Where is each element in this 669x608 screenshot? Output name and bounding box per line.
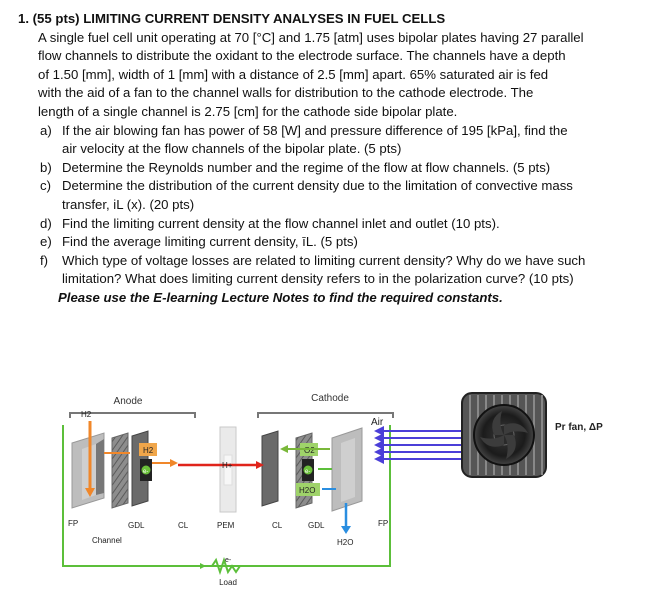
question-d bbox=[38, 215, 658, 234]
electron-load-label: e- bbox=[225, 557, 232, 564]
question-list bbox=[18, 122, 658, 289]
question-c bbox=[38, 177, 658, 214]
question-label: d) bbox=[40, 215, 52, 231]
o2-label: O2 bbox=[304, 446, 315, 455]
cathode-flow-plate bbox=[332, 428, 362, 511]
question-label: b) bbox=[40, 159, 52, 175]
h2o-out-label: H2O bbox=[337, 538, 354, 547]
question-a bbox=[38, 122, 658, 159]
question-b bbox=[38, 159, 658, 178]
h-plus-label: H+ bbox=[222, 461, 233, 470]
question-text: Determine the Reynolds number and the regime of the flow at flow channels. (5 pts) bbox=[62, 159, 551, 175]
fan-icon bbox=[462, 393, 546, 477]
question-text: Which type of voltage losses are related to limiting current density? Why do we have such bbox=[62, 252, 586, 268]
question-text: Find the average limiting current density, īL. (5 pts) bbox=[62, 234, 358, 250]
h2o-inner-label: H2O bbox=[299, 486, 316, 495]
question-label: c) bbox=[40, 178, 51, 194]
air-label: Air bbox=[371, 417, 384, 428]
intro-line: A single fuel cell unit operating at 70 [°C] and 1.75 [atm] uses bipolar plates having 27 parallel bbox=[38, 29, 584, 45]
electron-cathode-label: e- bbox=[305, 469, 311, 475]
fan-caption: Pr fan, ΔP bbox=[555, 422, 603, 433]
anode-label: Anode bbox=[113, 396, 143, 407]
problem-heading: 1. (55 pts) LIMITING CURRENT DENSITY ANALYSES IN FUEL CELLS bbox=[18, 11, 446, 26]
question-text: Find the limiting current density at the flow channel inlet and outlet (10 pts). bbox=[62, 215, 500, 231]
intro-line: flow channels to distribute the oxidant to the electrode surface. The channels have a depth bbox=[38, 48, 566, 64]
fp-left-label: FP bbox=[68, 519, 79, 528]
question-e bbox=[38, 233, 658, 252]
anode-flow-plate bbox=[72, 433, 104, 508]
question-label: a) bbox=[40, 122, 52, 138]
constants-note: Please use the E-learning Lecture Notes to find the required constants. bbox=[58, 289, 503, 305]
gdl-right-label: GDL bbox=[308, 521, 325, 530]
question-label: f) bbox=[40, 252, 49, 268]
problem-intro bbox=[18, 29, 658, 122]
question-f bbox=[38, 252, 658, 289]
fp-right-label: FP bbox=[378, 519, 389, 528]
gdl-left-label: GDL bbox=[128, 521, 145, 530]
question-label: e) bbox=[40, 234, 52, 250]
h2-top-label: H2 bbox=[81, 410, 92, 419]
cl-left-label: CL bbox=[178, 521, 189, 530]
h2-inner-label: H2 bbox=[143, 446, 154, 455]
question-text: limitation? What does limiting current density refers to in the polarization curve? (10 pts) bbox=[62, 271, 574, 287]
electron-anode-label: e- bbox=[143, 469, 149, 475]
cl-right-label: CL bbox=[272, 521, 283, 530]
intro-line: with the aid of a fan to the channel walls for distribution to the cathode electrode. The bbox=[38, 85, 534, 101]
question-text: transfer, iL (x). (20 pts) bbox=[62, 196, 195, 212]
fuel-cell-diagram bbox=[0, 383, 669, 603]
question-text: If the air blowing fan has power of 58 [W] and pressure difference of 195 [kPa], find the bbox=[62, 122, 568, 138]
load-label: Load bbox=[219, 578, 237, 587]
anode-gdl bbox=[112, 433, 128, 508]
intro-line: of 1.50 [mm], width of 1 [mm] with a distance of 2.5 [mm] apart. 65% saturated air is fed bbox=[38, 66, 549, 82]
fuel-cell-svg bbox=[0, 383, 669, 603]
problem-document bbox=[18, 10, 658, 308]
question-text: air velocity at the flow channels of the bipolar plate. (5 pts) bbox=[62, 141, 402, 157]
pem-label: PEM bbox=[217, 521, 235, 530]
cathode-cl bbox=[262, 431, 278, 506]
intro-line: length of a single channel is 2.75 [cm] for the cathode side bipolar plate. bbox=[38, 103, 458, 119]
question-text: Determine the distribution of the current density due to the limitation of convective mass bbox=[62, 178, 573, 194]
channel-label: Channel bbox=[92, 536, 122, 545]
cathode-label: Cathode bbox=[311, 393, 349, 404]
